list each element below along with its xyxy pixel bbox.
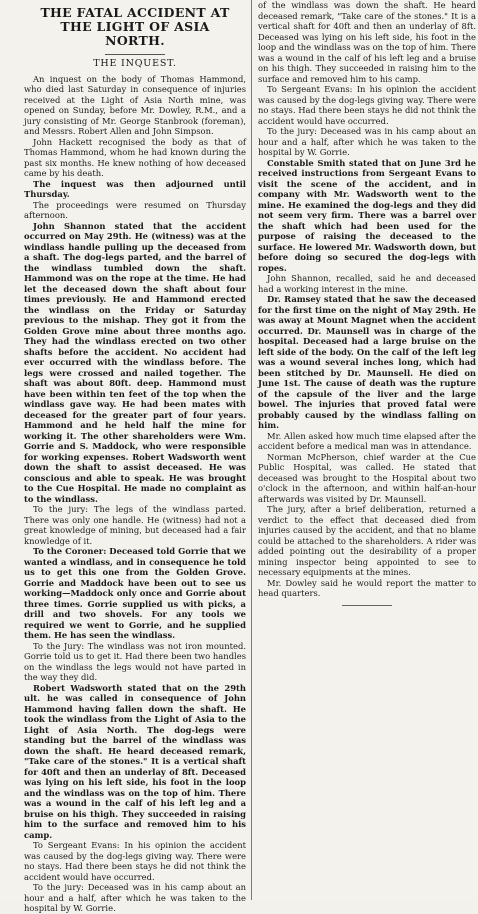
paragraph: To the jury: The legs of the windlass parted. There was only one handle. He (witness) had not a great knowledge of mining, but deceased had a fair knowledge of it. [24, 504, 246, 546]
left-column [24, 0, 246, 913]
section-subheading: THE INQUEST. [93, 58, 177, 69]
paragraph: To Sergeant Evans: In his opinion the accident was caused by the dog-legs giving way. There were no stays. Had there been stays he did not think the accident would have occurred. [258, 84, 476, 126]
paragraph: Mr. Allen asked how much time elapsed after the accident before a medical man was in attendance. [258, 430, 476, 451]
paragraph: Robert Wadsworth stated that on the 29th ult. he was called in consequence of John Hammond having fallen down the shaft. He took the windlass from the Light of Asia to the Light of Asia North. The dog-legs were standing but the barrel of the windlass was down the shaft. He heard deceased remark, "Take care of the stones." It is a vertical shaft for 40ft and then an underlay of 8ft. Deceased was lying on his left side, his foot in the loop and the windlass was on the top of him. There was a wound in the calf of his left leg and a bruise on his thigh. They succeeded in raising him to the surface and removed him to his camp. [24, 682, 246, 840]
paragraph: To the jury: Deceased was in his camp about an hour and a half, after which he was taken to the hospital by W. Gorrie. [24, 882, 246, 913]
paragraph: To the jury: Deceased was in his camp about an hour and a half, after which he was taken to the hospital by W. Gorrie. [258, 126, 476, 157]
paragraph: To the Coroner: Deceased told Gorrie that we wanted a windlass, and in consequence he told us to get this one from the Golden Grove. Gorrie and Maddock have been out to see us working—Maddock only once and Gorrie about three times. Gorrie supplied us with picks, a drill and two shovels. For any tools we required we went to Gorrie, and he supplied them. He has seen the windlass. [24, 546, 246, 640]
paragraph: Norman McPherson, chief warder at the Cue Public Hospital, was called. He stated that deceased was brought to the Hospital about two o'clock in the afternoon, and within half-an-hour afterwards was visited by Dr. Maunsell. [258, 451, 476, 504]
headline-line: THE FATAL ACCIDENT AT [40, 5, 230, 20]
paragraph: An inquest on the body of Thomas Hammond, who died last Saturday in consequence of injuries received at the Light of Asia North mine, was opened on Sunday, before Mr. Dowley, R.M., and a jury consisting of Mr. George Stanbrook (foreman), and Messrs. Robert Allen and John Simpson. [24, 73, 246, 136]
paragraph: The jury, after a brief deliberation, returned a verdict to the effect that deceased died from injuries caused by the accident, and that no blame could be attached to the shareholders. A rider was added pointing out the desirability of a proper mining inspector being appointed to see to necessary equipments at the mines. [258, 504, 476, 577]
column-divider [251, 0, 252, 900]
paragraph: Mr. Dowley said he would report the matter to head quarters. [258, 577, 476, 598]
paragraph: John Shannon stated that the accident occurred on May 29th. He (witness) was at the windlass handle pulling up the deceased from a shaft. The dog-legs parted, and the barrel of the windlass tumbled down the shaft. Hammond was on the rope at the time. He had let the deceased down the shaft about four times previously. He and Hammond erected the windlass on the Friday or Saturday previous to the mishap. They got it from the Golden Grove mine about three months ago. They had the windlass erected on two other shafts before the accident. No accident had ever occurred with the windlass before. The legs were crossed and nailed together. The shaft was about 80ft. deep. Hammond must have been within ten feet of the top when the windlass gave way. He had been mates with deceased for the greater part of four years. Hammond and he held half the mine for working it. The other shareholders were Wm. Gorrie and S. Maddock, who were responsible for working expenses. Robert Wadsworth went down the shaft to assist deceased. He was conscious and able to speak. He was brought to the Cue Hospital. He made no complaint as to the windlass. [24, 220, 246, 504]
end-rule [342, 605, 392, 606]
paragraph: John Hackett recognised the body as that of Thomas Hammond, whom he had known during the past six months. He knew nothing of how deceased came by his death. [24, 136, 246, 178]
paragraph: Constable Smith stated that on June 3rd he received instructions from Sergeant Evans to visit the scene of the accident, and in company with Mr. Wadsworth went to the mine. He examined the dog-legs and they did not seem very firm. There was a barrel over the shaft which had been used for the purpose of raising the deceased to the surface. He lowered Mr. Wadsworth down, but before doing so secured the dog-legs with ropes. [258, 157, 476, 273]
paragraph: John Shannon, recalled, said he and deceased had a working interest in the mine. [258, 273, 476, 294]
headline-divider [105, 54, 165, 55]
headline-line: NORTH. [105, 33, 165, 48]
headline-line: THE LIGHT OF ASIA [60, 19, 210, 34]
paragraph: The inquest was then adjourned until Thursday. [24, 178, 246, 199]
right-column [258, 0, 476, 900]
article-headline [24, 6, 246, 48]
paragraph: To Sergeant Evans: In his opinion the accident was caused by the dog-legs giving way. There were no stays. Had there been stays he did not think the accident would have occurred. [24, 840, 246, 882]
paragraph: To the Jury: The windlass was not iron mounted. Gorrie told us to get it. Had there been two handles on the windlass the legs would not have parted in the way they did. [24, 640, 246, 682]
paragraph: of the windlass was down the shaft. He heard deceased remark, "Take care of the stones." It is a vertical shaft for 40ft and then an underlay of 8ft. Deceased was lying on his left side, his foot in the loop and the windlass was on the top of him. There was a wound in the calf of his left leg and a bruise on his thigh. They succeeded in raising him to the surface and removed him to his camp. [258, 0, 476, 84]
paragraph: Dr. Ramsey stated that he saw the deceased for the first time on the night of May 29th. He was away at Mount Magnet when the accident occurred. Dr. Maunsell was in charge of the hospital. Deceased had a large bruise on the left side of the body. On the calf of the left leg was a wound several inches long, which had been stitched by Dr. Maunsell. He died on June 1st. The cause of death was the rupture of the capsule of the liver and the large bowel. The injuries that proved fatal were probably caused by the windlass falling on him. [258, 294, 476, 430]
paragraph: The proceedings were resumed on Thursday afternoon. [24, 199, 246, 220]
